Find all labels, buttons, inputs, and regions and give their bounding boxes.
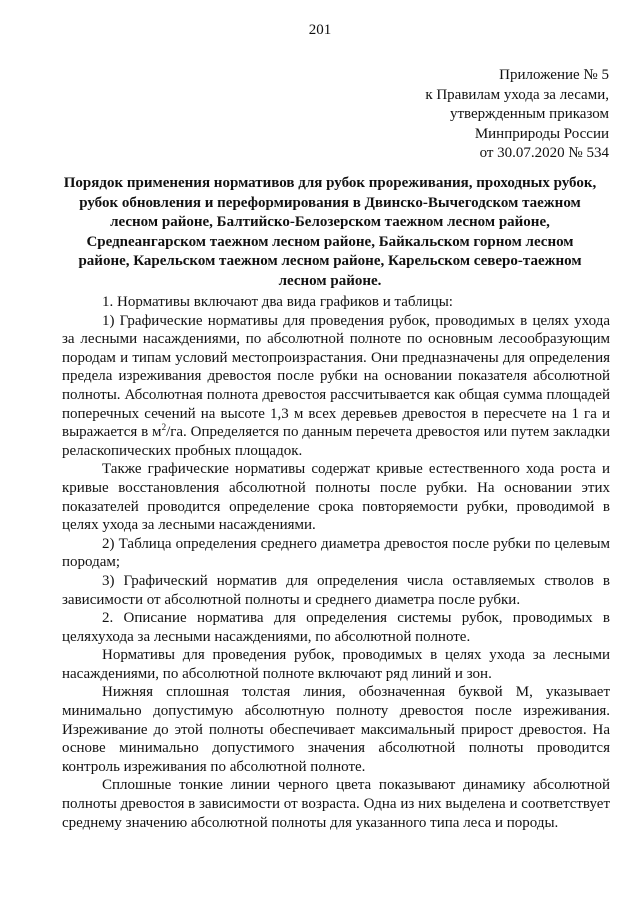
paragraph-6: 2. Описание норматива для определения системы рубок, проводимых в целяхухода за лесными насаждениями, по абсолютной полноте. [62, 610, 610, 645]
paragraph-4: 2) Таблица определения среднего диаметра древостоя после рубки по целевым породам; [62, 535, 610, 571]
document-body [62, 293, 610, 832]
paragraph-1: 1. Нормативы включают два вида графиков и таблицы: [102, 294, 453, 310]
appendix-line-2: к Правилам ухода за лесами, [425, 86, 609, 103]
paragraph-2-text-b: /га. Определяется по данным перечета древостоя или путем закладки реласкопических пробных площадок. [62, 424, 610, 459]
paragraph-7: Нормативы для проведения рубок, проводимых в целях ухода за лесными насаждениями, по абсолютной полноте включают ряд линий и зон. [62, 647, 610, 682]
paragraph-2 [62, 312, 610, 461]
page-number: 201 [308, 22, 332, 38]
appendix-line-1: Приложение № 5 [499, 67, 609, 83]
document-title: Порядок применения нормативов для рубок прореживания, проходных рубок, рубок обновления и переформирования в Двинско-Вычегодском таежном лесном районе, Балтийско-Белозерском таежном лесном районе, Средneангарском таежном лесном районе, Байкальском горном лесном районе, Карельском таежном лесном районе, Карельском северо-таежном лесном районе. [63, 175, 597, 289]
paragraph-9: Сплошные тонкие линии черного цвета показывают динамику абсолютной полноты древостоя в зависимости от возраста. Одна из них выделена и соответствует среднему значению абсолютной полноты для указанного типа леса и породы. [62, 777, 610, 831]
appendix-line-4: Минприроды России [474, 125, 609, 142]
appendix-header [425, 66, 609, 164]
appendix-line-3: утвержденным приказом [449, 106, 609, 122]
paragraph-5: 3) Графический норматив для определения числа оставляемых стволов в зависимости от абсолютной полноты и среднего диаметра после рубки. [62, 572, 610, 608]
paragraph-2-text-a: 1) Графические нормативы для проведения рубок, проводимых в целях ухода за лесными насаждениями, по абсолютной полноте по основным лесообразующим породам и типам условий местопроизрастания. Они предназначены для определения предела изреживания древостоя после рубки на основании показателя абсолютной полноты. Абсолютная полнота древостоя рассчитывается как общая сумма площадей поперечных сечений на высоте 1,3 м всех деревьев древостоя в пересчете на 1 га и выражается в м [62, 312, 610, 441]
appendix-line-5: от 30.07.2020 № 534 [479, 145, 609, 161]
superscript-2: 2 [161, 422, 167, 433]
paragraph-3: Также графические нормативы содержат кривые естественного хода роста и кривые восстановления абсолютной полноты после рубки. На основании этих показателей проводится определение срока повторяемости рубки, проводимой в целях ухода за лесными насаждениями. [62, 461, 610, 534]
paragraph-8: Нижняя сплошная толстая линия, обозначенная буквой М, указывает минимально допустимую абсолютную полноту древостоя после изреживания. Изреживание до этой полноты обеспечивает максимальный прирост древостоя. На основе минимально допустимого значения абсолютной полноты проводится контроль изреживания по абсолютной полноте. [62, 684, 610, 775]
